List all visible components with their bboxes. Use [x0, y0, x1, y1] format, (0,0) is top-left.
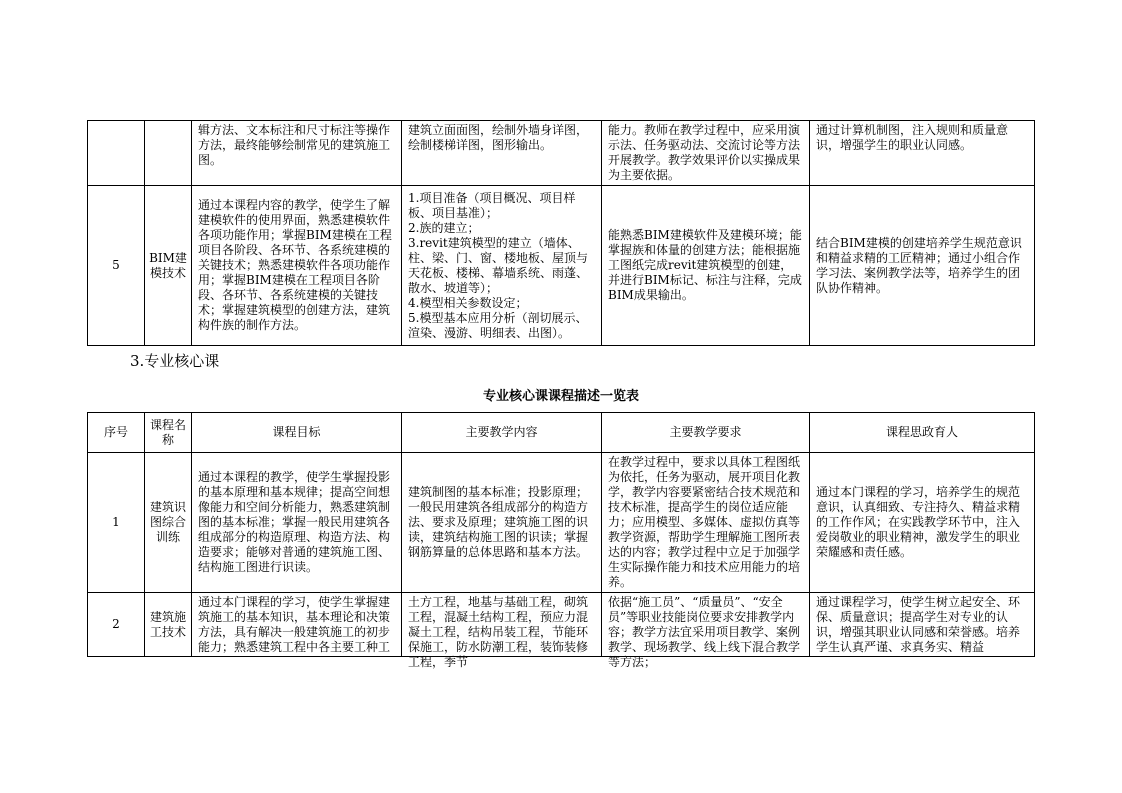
- course-goal-text: 通过本门课程的学习，使学生掌握建筑施工的基本知识，基本理论和决策方法，具有解决一般建筑施工的初步能力；熟悉建筑工程中各主要工种工: [198, 595, 391, 654]
- row-num: 1: [88, 453, 145, 593]
- course-ideology: 通过计算机制图，注入规则和质量意识，增强学生的职业认同感。: [810, 121, 1035, 186]
- table-general-courses: [87, 120, 1035, 346]
- header-content: 主要教学内容: [402, 413, 602, 453]
- table-row: [88, 453, 1035, 593]
- course-name: BIM建模技术: [145, 186, 192, 346]
- course-requirement: [602, 593, 810, 669]
- table-title: 专业核心课课程描述一览表: [482, 389, 639, 404]
- course-goal: [192, 593, 402, 657]
- course-requirement: 在教学过程中，要求以具体工程图纸为依托，任务为驱动，展开项目化教学，教学内容要紧密结合技术规范和技术标准，提高学生的岗位适应能力；应用模型、多媒体、虚拟仿真等教学资源，帮助学生理解施工图所表达的内容；教学过程中立足于加强学生实际操作能力和技术应用能力的培养。: [602, 453, 810, 593]
- course-ideology: 通过本门课程的学习，培养学生的规范意识，认真细致、专注持久、精益求精的工作作风；在实践教学环节中，注入爱岗敬业的职业精神，激发学生的职业荣耀感和责任感。: [810, 453, 1035, 593]
- course-name: 建筑施工技术: [145, 593, 192, 657]
- course-requirement: 能熟悉BIM建模软件及建模环境；能掌握族和体量的创建方法；能根据施工图纸完成revit建筑模型的创建，并进行BIM标记、标注与注释，完成BIM成果输出。: [602, 186, 810, 346]
- course-content-text: 土方工程，地基与基础工程，砌筑工程，混凝土结构工程，预应力混凝土工程，结构吊装工程，节能环保施工，防水防潮工程，装饰装修工程，季节: [408, 595, 589, 669]
- row-num: 5: [88, 186, 145, 346]
- course-name: [145, 121, 192, 186]
- course-goal: 通过本课程内容的教学，使学生了解建模软件的使用界面，熟悉建模软件各项功能作用；掌握BIM建模在工程项目各阶段、各环节、各系统建模的关键技术；熟悉建模软件各项功能作用；掌握BIM建模在工程项目各阶段、各环节、各系统建模的关键技术；掌握建筑模型的创建方法，建筑构件族的制作方法。: [192, 186, 402, 346]
- course-goal: 通过本课程的教学，使学生掌握投影的基本原理和基本规律；提高空间想像能力和空间分析能力，熟悉建筑制图的基本标准；掌握一般民用建筑各组成部分的构造原理、构造方法、构造要求；能够对普通的建筑施工图、结构施工图进行识读。: [192, 453, 402, 593]
- header-ideology: 课程思政育人: [810, 413, 1035, 453]
- section-heading: 3.专业核心课: [130, 352, 220, 370]
- row-num: 2: [88, 593, 145, 657]
- course-ideology-text: 通过课程学习，使学生树立起安全、环保、质量意识；提高学生对专业的认识，增强其职业认同感和荣誉感。培养学生认真严谨、求真务实、精益: [816, 595, 1021, 654]
- header-requirement: 主要教学要求: [602, 413, 810, 453]
- course-ideology: 结合BIM建模的创建培养学生规范意识和精益求精的工匠精神；通过小组合作学习法、案例教学法等，培养学生的团队协作精神。: [810, 186, 1035, 346]
- table-core-courses: [87, 412, 1035, 669]
- table-row: [88, 121, 1035, 186]
- table-row: [88, 186, 1035, 346]
- course-name: 建筑识图综合训练: [145, 453, 192, 593]
- course-content: 1.项目准备（项目概况、项目样板、项目基准）； 2.族的建立； 3.revit建筑模型的建立（墙体、柱、梁、门、窗、楼地板、屋顶与天花板、楼梯、幕墙系统、雨蓬、散水、坡道等）； 4.模型相关参数设定； 5.模型基本应用分析（剖切展示、渲染、漫游、明细表、出图）。: [402, 186, 602, 346]
- header-num: 序号: [88, 413, 145, 453]
- table-row: [88, 593, 1035, 657]
- course-content: 建筑立面面图，绘制外墙身详图，绘制楼梯详图，图形输出。: [402, 121, 602, 186]
- course-ideology: [810, 593, 1035, 657]
- course-goal: 辑方法、文本标注和尺寸标注等操作方法，最终能够绘制常见的建筑施工图。: [192, 121, 402, 186]
- table-header-row: [88, 413, 1035, 453]
- course-requirement: 能力。教师在教学过程中，应采用演示法、任务驱动法、交流讨论等方法开展教学。教学效果评价以实操成果为主要依据。: [602, 121, 810, 186]
- header-goal: 课程目标: [192, 413, 402, 453]
- row-num: [88, 121, 145, 186]
- course-content: [402, 593, 602, 669]
- header-name: 课程名称: [145, 413, 192, 453]
- course-requirement-text: 依据“施工员”、“质量员”、“安全员”等职业技能岗位要求安排教学内容；教学方法宜采用项目教学、案例教学、现场教学、线上线下混合教学等方法；: [608, 595, 801, 669]
- course-content: 建筑制图的基本标准；投影原理；一般民用建筑各组成部分的构造方法、要求及原理；建筑施工图的识读，建筑结构施工图的识读；掌握钢筋算量的总体思路和基本方法。: [402, 453, 602, 593]
